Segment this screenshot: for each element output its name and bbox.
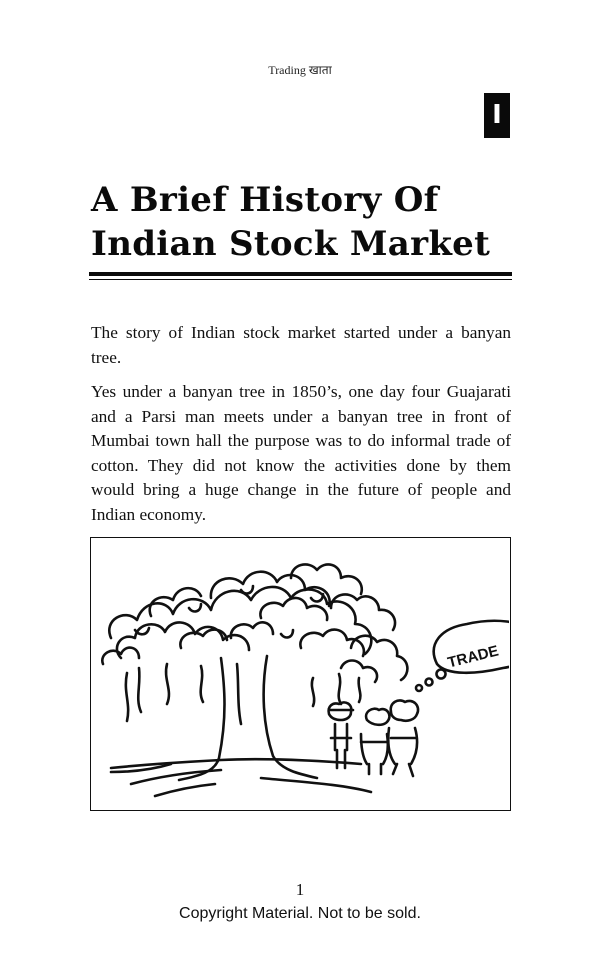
running-header: Trading खाता [268, 63, 332, 77]
banyan-tree-illustration [90, 537, 511, 811]
paragraph-2: Yes under a banyan tree in 1850’s, one day four Guajarati and a Parsi man meets under a banyan tree in front of Mumbai town hall the purpose was to do informal trade of cotton. They did not know the activities done by them would bring a huge change in the future of people and Indian economy. [91, 382, 511, 524]
title-rule-thick [89, 272, 512, 276]
speech-bubble-text: TRADE [446, 642, 501, 672]
copyright-notice: Copyright Material. Not to be sold. [179, 905, 421, 922]
banyan-tree-drawing [91, 538, 509, 809]
page-number: 1 [295, 880, 305, 899]
chapter-title: A Brief History Of Indian Stock Market [91, 180, 491, 264]
paragraph-1: The story of Indian stock market started under a banyan tree. [91, 323, 511, 367]
chapter-number-badge: I [484, 93, 510, 138]
title-rule-thin [89, 279, 512, 280]
body-text [91, 321, 511, 537]
